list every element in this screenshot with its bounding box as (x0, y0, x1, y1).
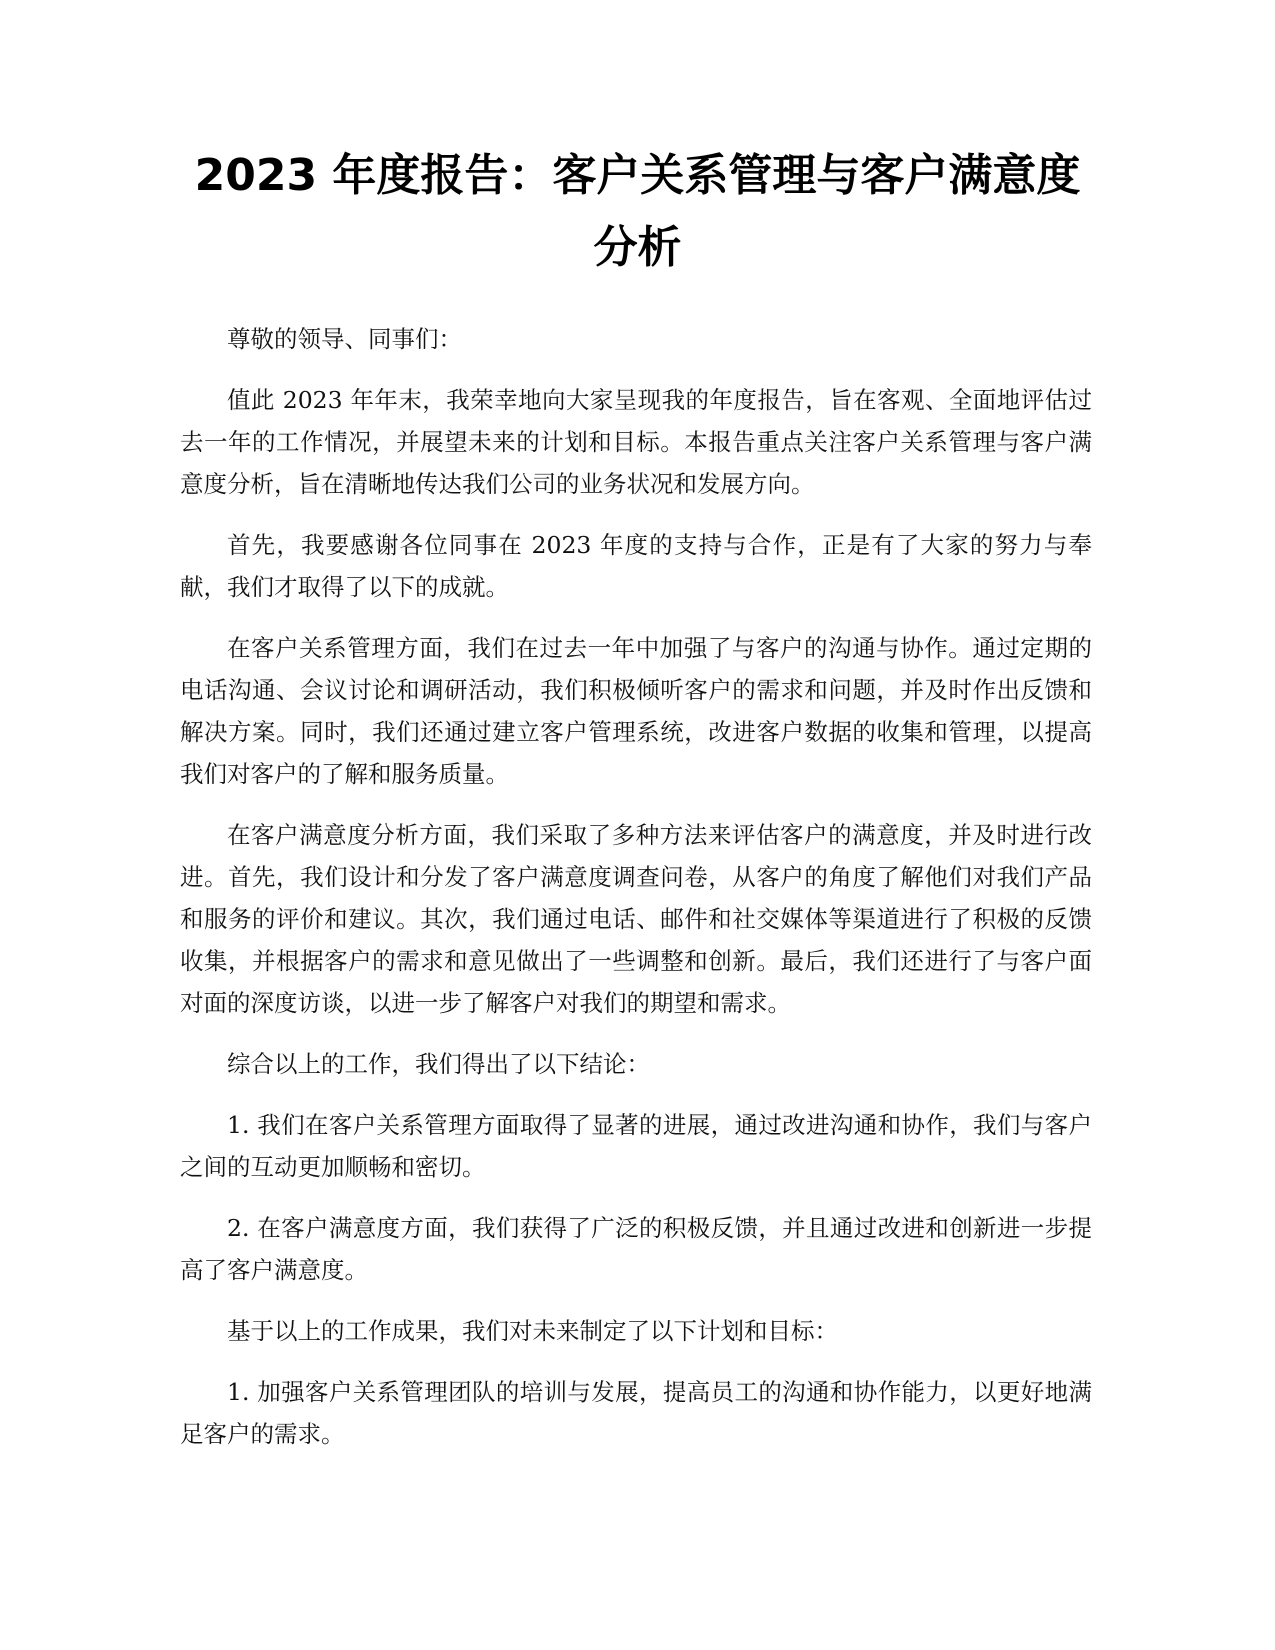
plan-intro-paragraph: 基于以上的工作成果，我们对未来制定了以下计划和目标： (227, 1317, 838, 1345)
conclusion-intro-paragraph: 综合以上的工作，我们得出了以下结论： (227, 1050, 650, 1078)
thanks-paragraph: 首先，我要感谢各位同事在 2023 年度的支持与合作，正是有了大家的努力与奉献，我们才取得了以下的成就。 (180, 531, 1092, 601)
document-title: 2023 年度报告：客户关系管理与客户满意度分析 (194, 150, 1081, 273)
intro-paragraph: 值此 2023 年年末，我荣幸地向大家呈现我的年度报告，旨在客观、全面地评估过去一年的工作情况，并展望未来的计划和目标。本报告重点关注客户关系管理与客户满意度分析，旨在清晰地传达我们公司的业务状况和发展方向。 (180, 386, 1092, 498)
crm-paragraph: 在客户关系管理方面，我们在过去一年中加强了与客户的沟通与协作。通过定期的电话沟通、会议讨论和调研活动，我们积极倾听客户的需求和问题，并及时作出反馈和解决方案。同时，我们还通过建立客户管理系统，改进客户数据的收集和管理，以提高我们对客户的了解和服务质量。 (180, 634, 1092, 788)
conclusion-item-2: 2. 在客户满意度方面，我们获得了广泛的积极反馈，并且通过改进和创新进一步提高了客户满意度。 (180, 1214, 1092, 1284)
satisfaction-paragraph: 在客户满意度分析方面，我们采取了多种方法来评估客户的满意度，并及时进行改进。首先，我们设计和分发了客户满意度调查问卷，从客户的角度了解他们对我们产品和服务的评价和建议。其次，我们通过电话、邮件和社交媒体等渠道进行了积极的反馈收集，并根据客户的需求和意见做出了一些调整和创新。最后，我们还进行了与客户面对面的深度访谈，以进一步了解客户对我们的期望和需求。 (180, 821, 1092, 1017)
plan-item-1: 1. 加强客户关系管理团队的培训与发展，提高员工的沟通和协作能力，以更好地满足客户的需求。 (180, 1378, 1092, 1448)
conclusion-item-1: 1. 我们在客户关系管理方面取得了显著的进展，通过改进沟通和协作，我们与客户之间的互动更加顺畅和密切。 (180, 1111, 1092, 1181)
salutation-paragraph: 尊敬的领导、同事们： (227, 325, 462, 353)
document-body (180, 318, 1092, 1474)
